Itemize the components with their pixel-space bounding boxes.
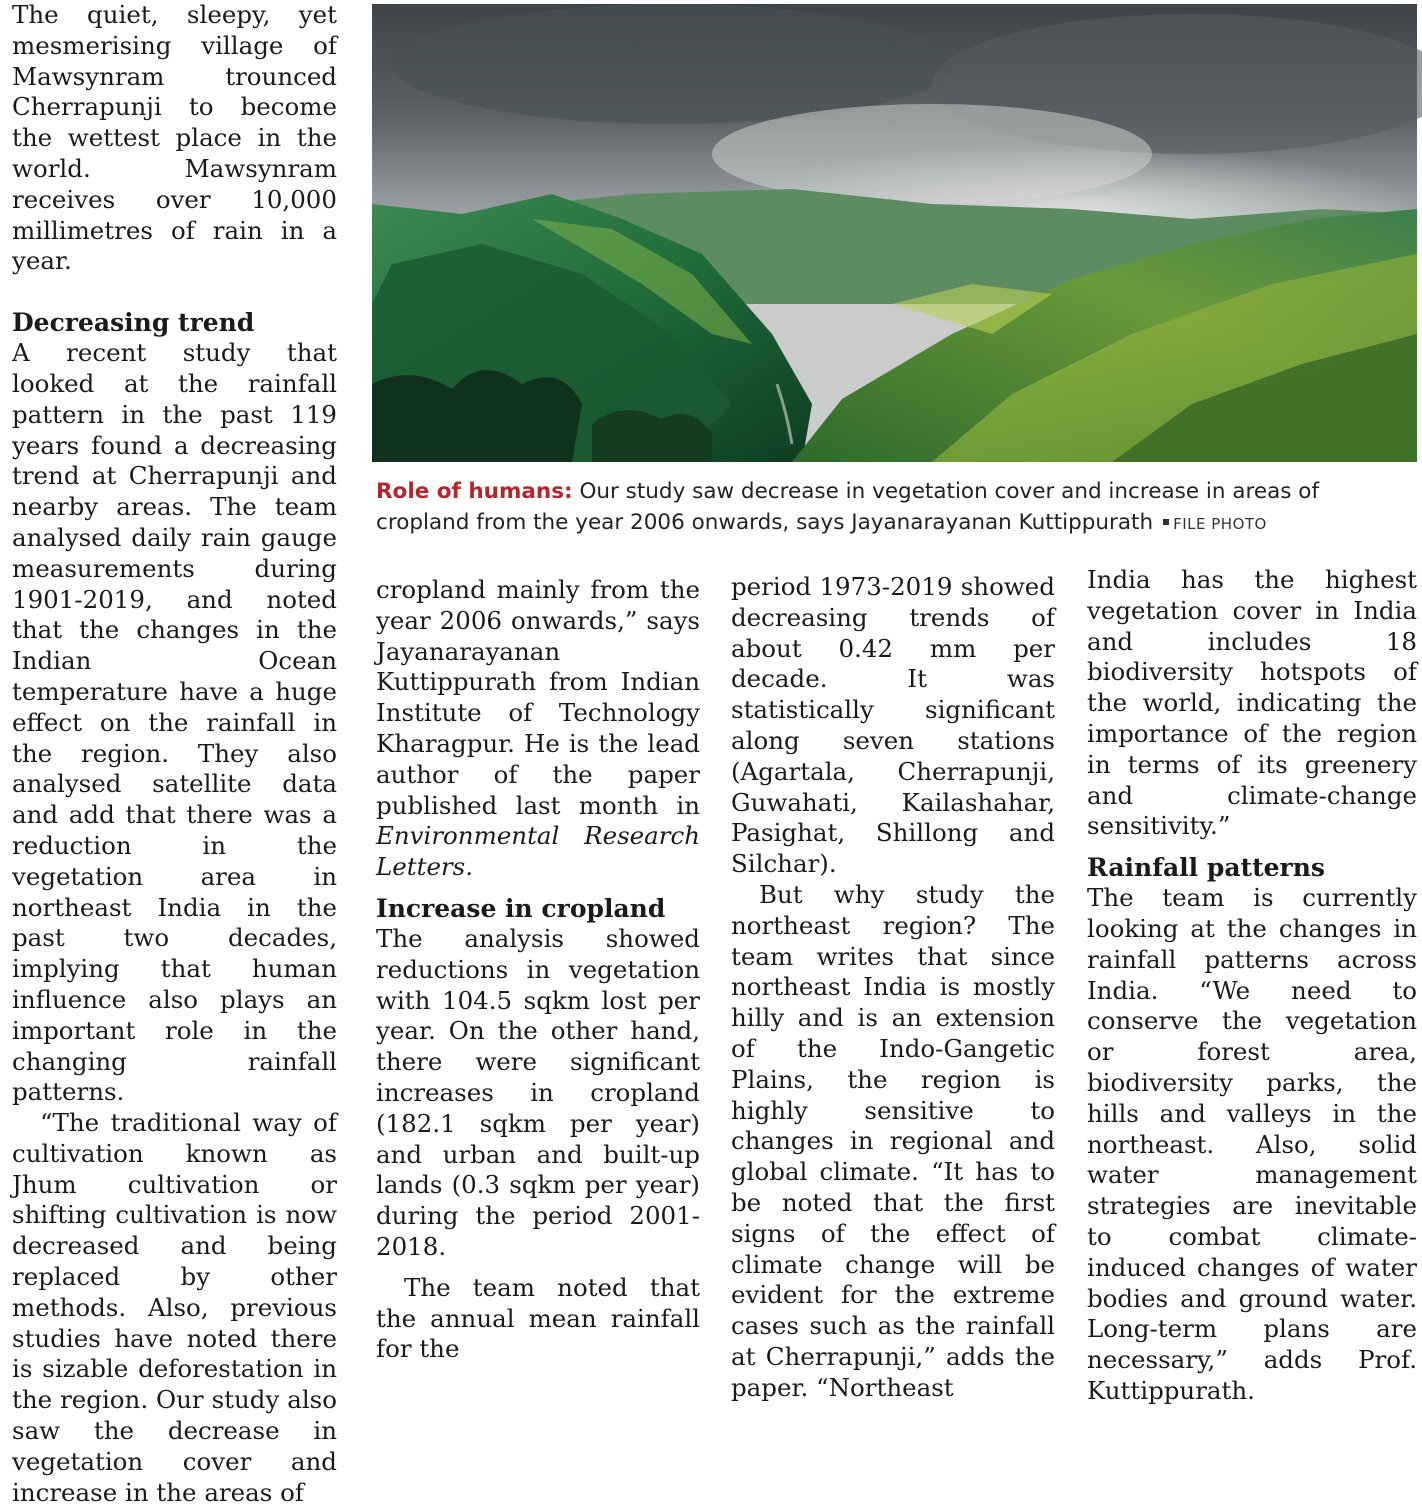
- body-paragraph: India has the highest vegetation cover in India and includes 18 biodiversity hotspots of the world, indicating the importance of the region in terms of its greenery and climate-change sensitivity.”: [1087, 565, 1417, 841]
- intro-paragraph: The quiet, sleepy, yet mesmerising village of Mawsynram trounced Cherrapunji to become the wettest place in the world. Mawsynram receives over 10,000 millimetres of rain in a year.: [12, 0, 337, 276]
- article-column-4: [1087, 565, 1417, 1405]
- journal-name: Environmental Research Letters.: [376, 821, 700, 882]
- body-paragraph: But why study the northeast region? The team writes that since northeast India is mostly hilly and is an extension of the Indo-Gangetic Plains, the region is highly sensitive to changes in regional and global climate. “It has to be noted that the first signs of the effect of climate change will be evident for the extreme cases such as the rainfall at Cherrapunji,” adds the paper. “Northeast: [731, 879, 1055, 1402]
- body-paragraph: “The traditional way of cultivation known as Jhum cultivation or shifting cultivation is now decreased and being replaced by other methods. Also, previous studies have noted there is sizable deforestation in the region. Our study also saw the decrease in vegetation cover and increase in the areas of: [12, 1108, 337, 1507]
- subheading-increase-in-cropland: Increase in cropland: [376, 893, 666, 923]
- caption-text: Our study saw decrease in vegetation cover and increase in areas of cropland from the year 2006 onwards, says Jayanarayanan Kuttippurath: [376, 479, 1320, 535]
- square-bullet-icon: [1163, 519, 1169, 525]
- body-paragraph: The team noted that the annual mean rainfall for the: [376, 1272, 700, 1364]
- photo-credit: FILE PHOTO: [1173, 515, 1267, 533]
- article-column-3: [731, 572, 1055, 1402]
- body-paragraph: A recent study that looked at the rainfall pattern in the past 119 years found a decreasing trend at Cherrapunji and nearby areas. The team analysed daily rain gauge measurements during 1901-2019, and noted that the changes in the Indian Ocean temperature have a huge effect on the rainfall in the region. They also analysed satellite data and add that there was a reduction in the vegetation area in northeast India in the past two decades, implying that human influence also plays an important role in the changing rainfall patterns.: [12, 338, 337, 1107]
- body-paragraph: period 1973-2019 showed decreasing trends of about 0.42 mm per decade. It was statistically significant along seven stations (Agartala, Cherrapunji, Guwahati, Kailashahar, Pasighat, Shillong and Silchar).: [731, 572, 1055, 879]
- photo-caption: [376, 476, 1416, 540]
- article-column-2: [376, 572, 700, 1364]
- body-paragraph: The analysis showed reductions in vegetation with 104.5 sqkm lost per year. On the other hand, there were significant increases in cropland (182.1 sqkm per year) and urban and built-up lands (0.3 sqkm per year) during the period 2001-2018.: [376, 923, 700, 1261]
- subheading-decreasing-trend: Decreasing trend: [12, 308, 255, 338]
- subheading-rainfall-patterns: Rainfall patterns: [1087, 853, 1325, 883]
- landscape-image: [372, 4, 1417, 462]
- valley-photo: [372, 4, 1417, 462]
- body-paragraph: cropland mainly from the year 2006 onwards,” says Jayanarayanan Kuttippurath from Indian Institute of Technology Kharagpur. He is the lead author of the paper published last month in Environmental Research Letters.: [376, 575, 700, 882]
- body-paragraph: The team is currently looking at the changes in rainfall patterns across India. “We need to conserve the vegetation or forest area, biodiversity parks, the hills and valleys in the northeast. Also, solid water management strategies are inevitable to combat climate-induced changes of water bodies and ground water. Long-term plans are necessary,” adds Prof. Kuttippurath.: [1087, 883, 1417, 1405]
- caption-lead: Role of humans:: [376, 479, 573, 504]
- article-column-1: [12, 0, 337, 1507]
